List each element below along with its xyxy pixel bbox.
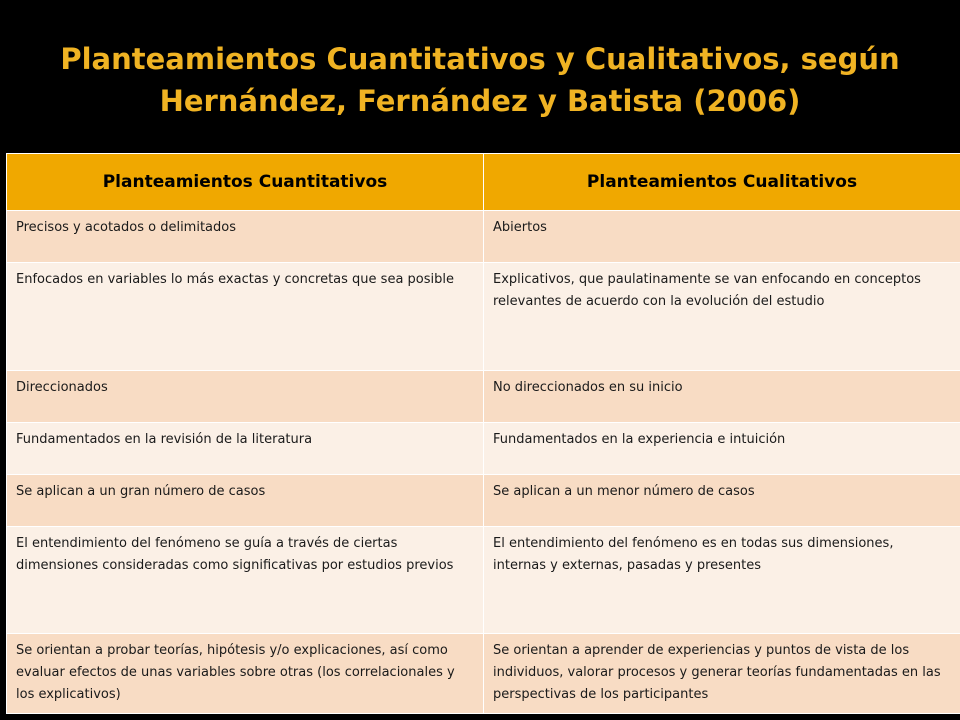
cell-cuantitativo: Direccionados: [7, 370, 484, 422]
cell-cualitativo: Fundamentados en la experiencia e intuición: [484, 422, 960, 474]
table-row: [7, 474, 960, 526]
cell-cuantitativo: Se aplican a un gran número de casos: [7, 474, 484, 526]
cell-cuantitativo: Precisos y acotados o delimitados: [7, 211, 484, 263]
table-row: [7, 370, 960, 422]
header-cualitativos: Planteamientos Cualitativos: [484, 154, 960, 211]
header-cuantitativos: Planteamientos Cuantitativos: [7, 154, 484, 211]
cell-cualitativo: No direccionados en su inicio: [484, 370, 960, 422]
cell-cualitativo: Explicativos, que paulatinamente se van enfocando en conceptos relevantes de acuerdo con la evolución del estudio: [484, 262, 960, 370]
cell-cualitativo: Se orientan a aprender de experiencias y puntos de vista de los individuos, valorar procesos y generar teorías fundamentadas en las perspectivas de los participantes: [484, 633, 960, 713]
table-row: [7, 262, 960, 370]
table-row: [7, 422, 960, 474]
slide-title: Planteamientos Cuantitativos y Cualitativos, según Hernández, Fernández y Batista (2006): [60, 42, 900, 118]
cell-cuantitativo: Se orientan a probar teorías, hipótesis y/o explicaciones, así como evaluar efectos de unas variables sobre otras (los correlacionales y los explicativos): [7, 633, 484, 713]
cell-cuantitativo: Enfocados en variables lo más exactas y concretas que sea posible: [7, 262, 484, 370]
cell-cualitativo: Abiertos: [484, 211, 960, 263]
comparison-table: [6, 153, 960, 714]
header-row: [7, 154, 960, 211]
cell-cuantitativo: El entendimiento del fenómeno se guía a través de ciertas dimensiones consideradas como significativas por estudios previos: [7, 526, 484, 633]
table-body: [7, 211, 960, 714]
table-row: [7, 526, 960, 633]
table-header: [7, 154, 960, 211]
cell-cuantitativo: Fundamentados en la revisión de la literatura: [7, 422, 484, 474]
comparison-table-container: [6, 153, 960, 714]
cell-cualitativo: El entendimiento del fenómeno es en todas sus dimensiones, internas y externas, pasadas y presentes: [484, 526, 960, 633]
table-row: [7, 633, 960, 713]
cell-cualitativo: Se aplican a un menor número de casos: [484, 474, 960, 526]
table-row: [7, 211, 960, 263]
